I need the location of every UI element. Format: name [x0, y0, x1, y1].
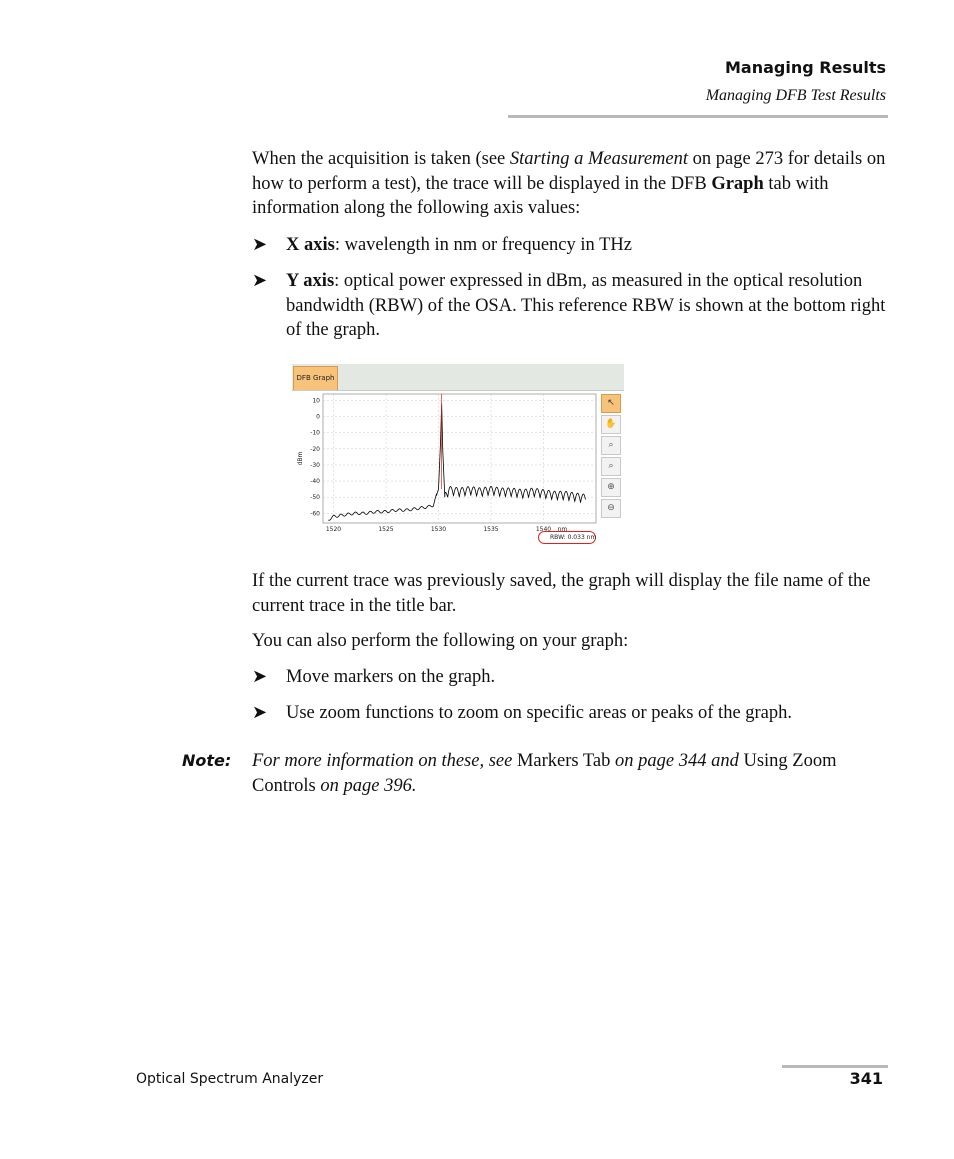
x-tick-label: 1535 — [483, 526, 499, 533]
dfb-graph-screenshot — [292, 364, 624, 547]
y-tick-label: -30 — [310, 461, 320, 469]
x-tick-label: 1540 — [535, 526, 552, 533]
note-text-2: on page 344 and — [610, 751, 744, 771]
intro-text-3: tab with information along the following axis values: — [252, 173, 829, 218]
tab-dfb-graph[interactable]: DFB Graph — [293, 366, 338, 390]
plot-area — [323, 394, 596, 523]
intro-text-1: When the acquisition is taken (see — [252, 149, 510, 169]
zoom-in-icon[interactable]: ⊕ — [601, 478, 621, 497]
footer-title: Optical Spectrum Analyzer — [136, 1071, 324, 1087]
x-tick-label: 1520 — [325, 526, 342, 533]
dfb-spectrum-chart — [292, 390, 602, 547]
y-tick-label: -60 — [310, 510, 320, 518]
bullet-text: Move markers on the graph. — [286, 667, 496, 687]
pan-hand-icon[interactable]: ✋ — [601, 415, 621, 434]
intro-bold-graph: Graph — [711, 173, 764, 194]
graph-tab-bar — [292, 364, 624, 391]
note-text-3: on page 396. — [315, 775, 417, 796]
bullet-text — [286, 269, 886, 343]
y-tick-label: -40 — [310, 478, 320, 486]
zoom-out-icon[interactable]: ⊖ — [601, 499, 621, 518]
x-axis-label: nm — [557, 526, 568, 533]
x-tick-label: 1530 — [430, 526, 447, 533]
intro-text-2: on page 273 for details on how to perform a test), the trace will be displayed in the DFB — [252, 149, 886, 194]
note-label: Note: — [182, 751, 232, 770]
footer-rule — [782, 1065, 888, 1068]
intro-paragraph — [252, 147, 888, 221]
bullet-text: Use zoom functions to zoom on specific areas or peaks of the graph. — [286, 703, 793, 723]
bullet-term: X axis — [286, 235, 335, 255]
y-tick-label: -10 — [310, 429, 320, 437]
y-axis-label: dBm — [297, 451, 304, 466]
running-header-subtitle: Managing DFB Test Results — [705, 87, 886, 104]
y-tick-label: -50 — [310, 494, 320, 502]
cross-reference-zoom-controls[interactable]: Using Zoom Controls — [252, 751, 837, 796]
running-header-title: Managing Results — [725, 58, 886, 77]
bullet-text — [286, 233, 886, 258]
y-tick-label: 0 — [316, 413, 320, 421]
zoom-area-icon[interactable]: ⌕ — [601, 436, 621, 455]
page-number: 341 — [849, 1069, 883, 1088]
bullet-arrow-icon: ➤ — [252, 270, 268, 291]
note-text — [252, 749, 888, 798]
bullet-arrow-icon: ➤ — [252, 234, 268, 255]
cross-reference-markers-tab[interactable]: Markers Tab — [516, 751, 611, 771]
pointer-icon[interactable]: ↖ — [601, 394, 621, 413]
bullet-term: Y axis — [286, 271, 335, 291]
bullet-description: : wavelength in nm or frequency in THz — [334, 235, 632, 255]
also-perform-paragraph: You can also perform the following on your graph: — [252, 631, 629, 651]
zoom-fit-icon[interactable]: ⌕ — [601, 457, 621, 476]
bullet-arrow-icon: ➤ — [252, 666, 268, 687]
cross-reference-starting-measurement[interactable]: Starting a Measurement — [509, 149, 689, 169]
y-tick-label: -20 — [310, 445, 320, 453]
header-rule — [508, 115, 888, 118]
saved-trace-paragraph: If the current trace was previously saved, the graph will display the file name of the current trace in the title bar. — [252, 571, 871, 616]
y-tick-label: 10 — [312, 397, 320, 405]
bullet-arrow-icon: ➤ — [252, 702, 268, 723]
graph-toolbar — [601, 394, 621, 518]
x-tick-label: 1525 — [378, 526, 394, 533]
rbw-readout: RBW: 0.033 nm — [550, 534, 597, 541]
bullet-description: : optical power expressed in dBm, as measured in the optical resolution bandwidth (RBW) of the OSA. This reference RBW is shown at the bottom right of the graph. — [286, 271, 886, 340]
note-text-1: For more information on these, see — [252, 751, 517, 771]
